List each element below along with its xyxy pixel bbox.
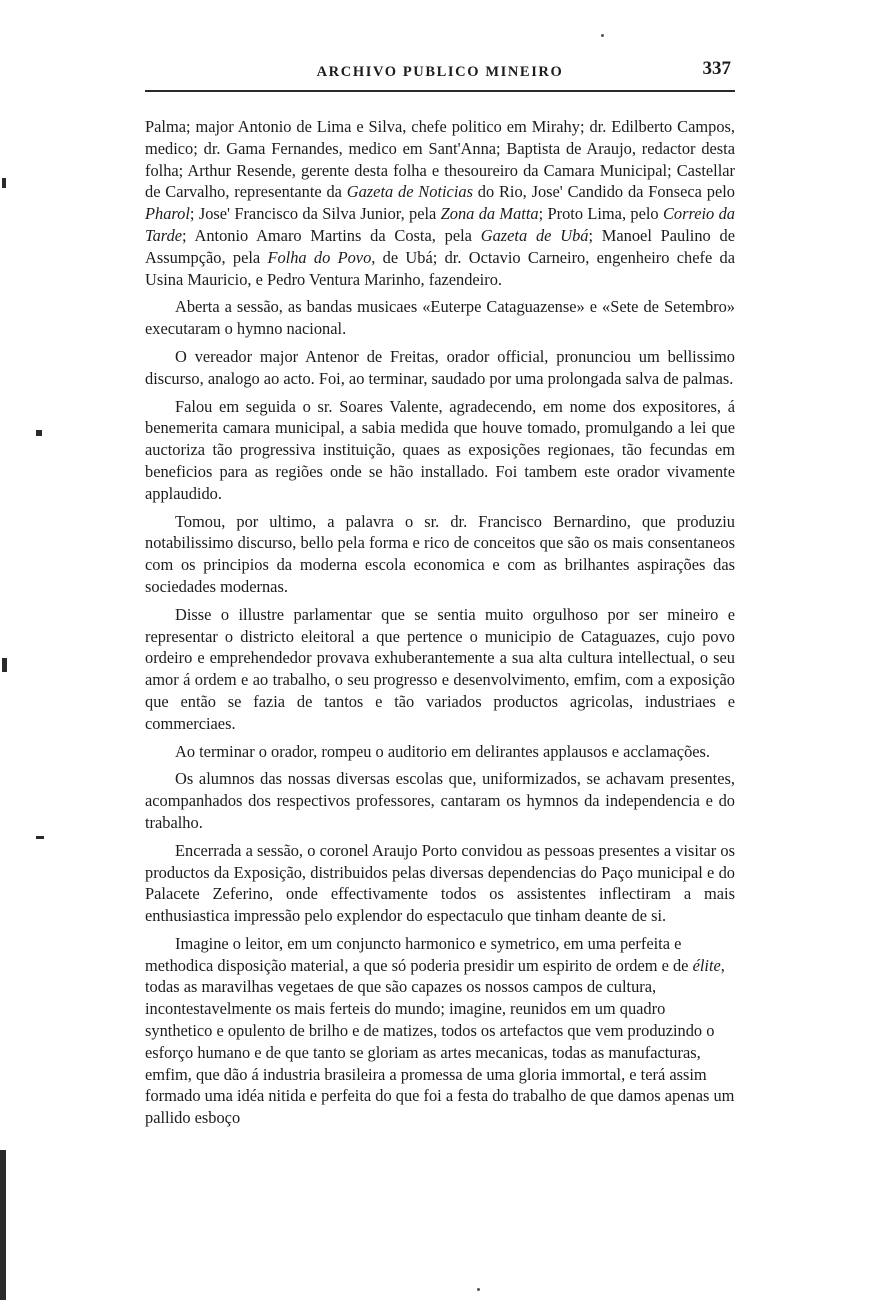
paragraph <box>145 741 735 763</box>
italic-title: Correio da Tarde <box>145 204 735 245</box>
text-run: , de Ubá; dr. Octavio Carneiro, engenheiro chefe da Usina Mauricio, e Pedro Ventura Marinho, fazendeiro. <box>145 247 735 289</box>
italic-title: Gazeta de Noticias <box>346 182 473 202</box>
scan-margin-mark <box>2 178 6 188</box>
paragraph <box>145 768 735 833</box>
scan-edge-shadow <box>0 1150 6 1300</box>
scan-speck <box>477 1288 480 1291</box>
text-run: Disse o illustre parlamentar que se sentia muito orgulhoso por ser mineiro e representar o districto eleitoral a que pertence o municipio de Cataguazes, cujo povo ordeiro e emprehendedor provava exhuberantemente a sua alta cultura intellectual, o seu amor á ordem e ao trabalho, o seu progresso e desenvolvimento, emfim, com a exposição que então se fazia de tantos e tão variados productos agricolas, industriaes e commerciaes. <box>145 604 735 733</box>
text-run: Ao terminar o orador, rompeu o auditorio em delirantes applausos e acclamações. <box>175 741 711 761</box>
paragraph <box>145 396 735 505</box>
text-run: do Rio, Jose' Candido da Fonseca pelo <box>472 182 735 202</box>
paragraph <box>145 296 735 340</box>
scan-margin-mark <box>36 430 42 436</box>
text-run: O vereador major Antenor de Freitas, orador official, pronunciou um bellissimo discurso, analogo ao acto. Foi, ao terminar, saudado por uma prolongada salva de palmas. <box>145 346 735 388</box>
italic-title: élite <box>692 955 721 975</box>
italic-title: Gazeta de Ubá <box>480 225 589 245</box>
page-number: 337 <box>702 58 731 79</box>
text-run: Tomou, por ultimo, a palavra o sr. dr. Francisco Bernardino, que produziu notabilissimo discurso, bello pela forma e rico de conceitos que são os mais consentaneos com os principios da moderna escola economica e com as brilhantes aspirações das sociedades modernas. <box>145 511 735 596</box>
italic-title: Pharol <box>145 204 190 224</box>
text-run: Aberta a sessão, as bandas musicaes «Euterpe Cataguazense» e «Sete de Setembro» executaram o hymno nacional. <box>145 297 735 339</box>
paragraph <box>145 511 735 598</box>
text-run: ; Proto Lima, pelo <box>538 204 663 224</box>
paragraph <box>145 116 735 290</box>
paragraph <box>145 346 735 390</box>
text-run: Imagine o leitor, em um conjuncto harmonico e symetrico, em uma perfeita e methodica disposição material, a que só poderia presidir um espirito de ordem e de <box>145 933 693 975</box>
text-run: Falou em seguida o sr. Soares Valente, agradecendo, em nome dos expositores, á benemerita camara municipal, a sabia medida que houve tomado, promulgando a lei que auctoriza tão progressiva instituição, quaes as exposições regionaes, tão fecundas em beneficios para as regiões onde se hão installado. Foi tambem este orador vivamente applaudido. <box>145 396 735 503</box>
text-run: Palma; major Antonio de Lima e Silva, chefe politico em Mirahy; dr. Edilberto Campos, medico; dr. Gama Fernandes, medico em Sant'Anna; Baptista de Araujo, redactor desta folha; Arthur Resende, gerente desta folha e thesoureiro da Camara Municipal; Castellar de Carvalho, representante da <box>145 117 735 202</box>
text-run: ; Manoel Paulino de Assumpção, pela <box>145 225 736 267</box>
scan-speck <box>601 34 604 37</box>
text-run: , todas as maravilhas vegetaes de que são capazes os nossos campos de cultura, incontestavelmente os mais ferteis do mundo; imagine, reunidos em um quadro synthetico e opulento de brilho e de matizes, todos os artefactos que vem produzindo o esforço humano e de que tanto se gloriam as artes mecanicas, todas as manufacturas, emfim, que dão á industria brasileira a promessa de uma gloria immortal, e terá assim formado uma idéa nitida e perfeita do que foi a festa do trabalho de que damos apenas um pallido esboço <box>145 955 735 1128</box>
running-title: ARCHIVO PUBLICO MINEIRO <box>316 64 564 80</box>
italic-title: Folha do Povo <box>267 247 372 267</box>
paragraph <box>145 840 735 927</box>
paragraph <box>145 604 735 735</box>
text-run: Os alumnos das nossas diversas escolas que, uniformizados, se achavam presentes, acompanhados dos respectivos professores, cantaram os hymnos da independencia e do trabalho. <box>145 769 735 832</box>
scan-margin-mark <box>2 658 7 672</box>
text-run: ; Antonio Amaro Martins da Costa, pela <box>182 225 481 245</box>
italic-title: Zona da Matta <box>440 204 539 224</box>
running-head <box>145 58 735 92</box>
text-run: Encerrada a sessão, o coronel Araujo Porto convidou as pessoas presentes a visitar os productos da Exposição, distribuidos pelas diversas dependencias do Paço municipal e do Palacete Zeferino, onde effectivamente todos os assistentes inflectiram a mais enthusiastica impressão pelo explendor do espectaculo que tinham deante de si. <box>145 840 735 926</box>
paragraph <box>145 933 735 1129</box>
scan-margin-mark <box>36 836 44 839</box>
text-run: ; Jose' Francisco da Silva Junior, pela <box>189 204 441 224</box>
body-text <box>145 116 735 1135</box>
